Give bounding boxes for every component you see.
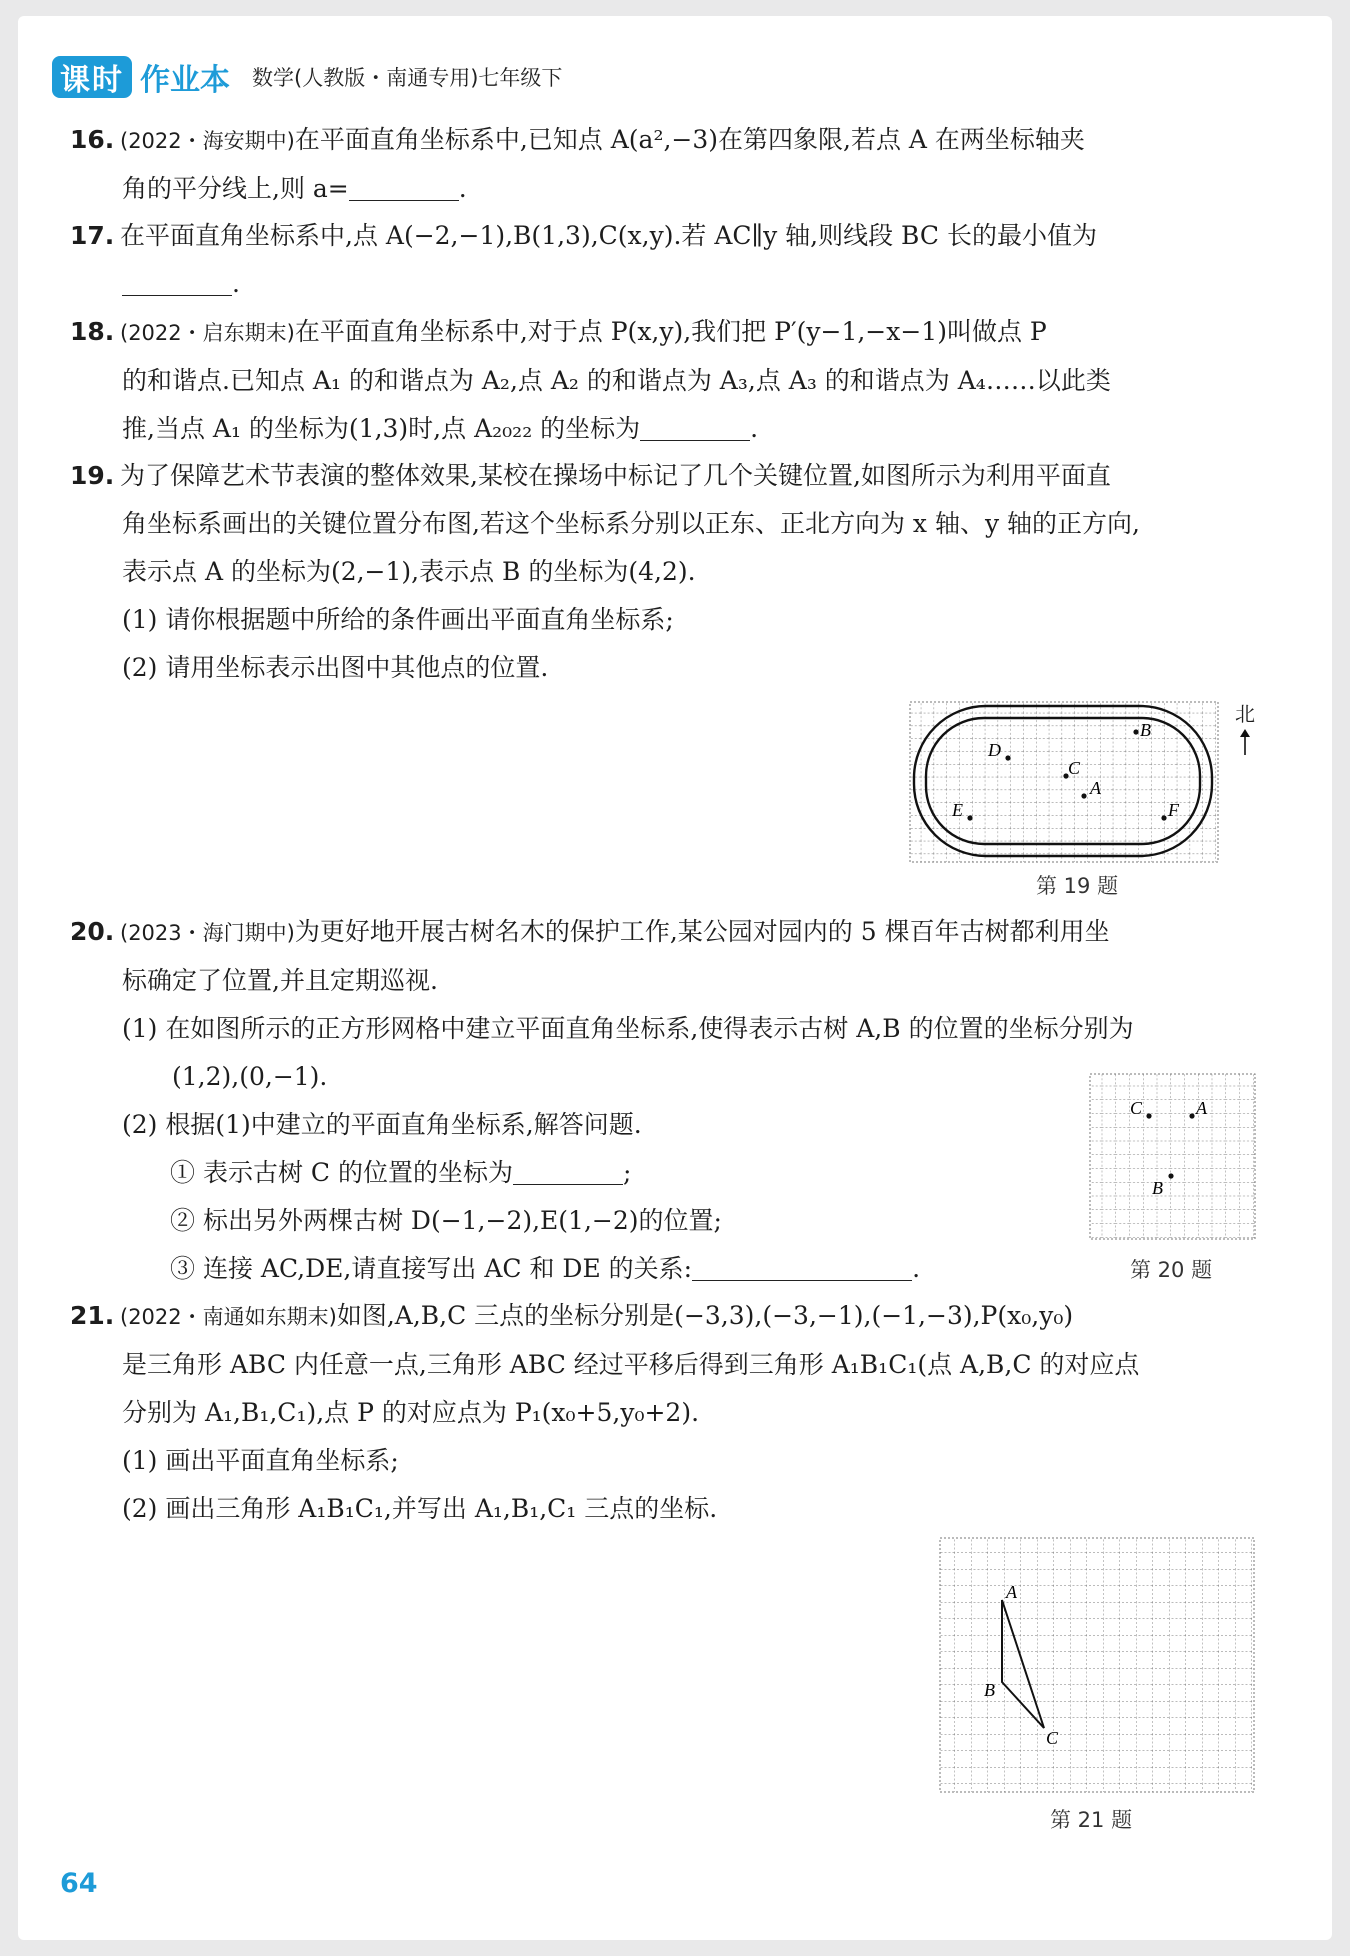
svg-text:E: E [952, 800, 963, 820]
sub-question: (2) 请用坐标表示出图中其他点的位置. [122, 653, 549, 682]
sub-item: ③ 连接 AC,DE,请直接写出 AC 和 DE 的关系: [170, 1254, 693, 1283]
figure-21-grid [938, 1536, 1258, 1796]
north-arrow-icon [1230, 727, 1260, 757]
figure-19-track-grid [908, 700, 1228, 866]
sub-question: (1) 在如图所示的正方形网格中建立平面直角坐标系,使得表示古树 A,B 的位置的坐标分别为 [122, 1014, 1134, 1043]
answer-blank[interactable] [692, 1256, 912, 1281]
svg-text:C: C [1046, 1728, 1059, 1748]
point-D [1005, 755, 1010, 760]
sub-question: (2) 根据(1)中建立的平面直角坐标系,解答问题. [122, 1110, 642, 1139]
svg-text:B: B [1152, 1178, 1163, 1198]
question-text: 推,当点 A₁ 的坐标为(1,3)时,点 A₂₀₂₂ 的坐标为 [122, 414, 641, 443]
svg-text:F: F [1168, 800, 1179, 820]
question-source: (2022・启东期末) [120, 321, 295, 345]
question-text: 角坐标系画出的关键位置分布图,若这个坐标系分别以正东、正北方向为 x 轴、y 轴的正方向, [122, 509, 1140, 538]
question-text: 分别为 A₁,B₁,C₁),点 P 的对应点为 P₁(x₀+5,y₀+2). [122, 1398, 700, 1427]
question-16: 16. (2022・海安期中)在平面直角坐标系中,已知点 A(a²,−3)在第四象限,若点 A 在两坐标轴夹 角的平分线上,则 a= . [70, 116, 1270, 213]
sub-item: ① 表示古树 C 的位置的坐标为 [170, 1158, 513, 1187]
point-B [1133, 729, 1138, 734]
svg-text:B: B [1140, 720, 1151, 740]
sub-question: (2) 画出三角形 A₁B₁C₁,并写出 A₁,B₁,C₁ 三点的坐标. [122, 1494, 718, 1523]
answer-blank[interactable] [513, 1160, 623, 1185]
question-19 [70, 452, 1270, 692]
question-text: 是三角形 ABC 内任意一点,三角形 ABC 经过平移后得到三角形 A₁B₁C₁(点 A,B,C 的对应点 [122, 1350, 1140, 1379]
question-text: 在平面直角坐标系中,点 A(−2,−1),B(1,3),C(x,y).若 AC∥y 轴,则线段 BC 长的最小值为 [120, 221, 1097, 250]
question-text: 如图,A,B,C 三点的坐标分别是(−3,3),(−3,−1),(−1,−3),P(x₀,y₀) [336, 1301, 1074, 1330]
question-text: 为更好地开展古树名木的保护工作,某公园对园内的 5 棵百年古树都利用坐 [294, 917, 1110, 946]
figure-20-caption: 第 20 题 [1130, 1258, 1213, 1282]
point-A [1081, 793, 1086, 798]
question-text: 在平面直角坐标系中,对于点 P(x,y),我们把 P′(y−1,−x−1)叫做点 P [294, 317, 1047, 346]
answer-blank[interactable] [640, 416, 750, 441]
subject-title: 数学(人教版・南通专用)七年级下 [252, 66, 563, 90]
point-A [1189, 1113, 1194, 1118]
question-source: (2023・海门期中) [120, 921, 295, 945]
question-number: 20. [70, 917, 115, 946]
question-source: (2022・海安期中) [120, 129, 295, 153]
question-18: 18. (2022・启东期末)在平面直角坐标系中,对于点 P(x,y),我们把 P′(y−1,−x−1)叫做点 P 的和谐点.已知点 A₁ 的和谐点为 A₂,点 A₂ 的和谐点为 A₃,点 A₃ 的和谐点为 A₄……以此类 推,当点 A₁ 的坐标为(1,3)时,点 A₂₀₂₂ 的坐标为 . [70, 308, 1270, 453]
question-text: 角的平分线上,则 a= [122, 174, 349, 203]
answer-blank[interactable] [122, 271, 232, 296]
question-17: 17. 在平面直角坐标系中,点 A(−2,−1),B(1,3),C(x,y).若 AC∥y 轴,则线段 BC 长的最小值为 . [70, 212, 1270, 308]
question-number: 21. [70, 1301, 115, 1330]
svg-text:D: D [988, 740, 1001, 760]
question-number: 19. [70, 461, 115, 490]
question-21 [70, 1292, 1270, 1533]
point-E [967, 815, 972, 820]
question-source: (2022・南通如东期末) [120, 1305, 337, 1329]
svg-text:A: A [1090, 778, 1101, 798]
question-text: 标确定了位置,并且定期巡视. [122, 966, 438, 995]
point-C [1146, 1113, 1151, 1118]
brand: 作业本 [140, 63, 230, 98]
question-number: 16. [70, 125, 115, 154]
svg-text:B: B [984, 1680, 995, 1700]
question-number: 18. [70, 317, 115, 346]
svg-text:C: C [1068, 758, 1081, 778]
figure-20-grid [1088, 1072, 1258, 1244]
question-text: 为了保障艺术节表演的整体效果,某校在操场中标记了几个关键位置,如图所示为利用平面直 [120, 461, 1111, 490]
figure-21-caption: 第 21 题 [1050, 1808, 1133, 1832]
point-B [1168, 1173, 1173, 1178]
answer-blank[interactable] [349, 176, 459, 201]
question-text: 的和谐点.已知点 A₁ 的和谐点为 A₂,点 A₂ 的和谐点为 A₃,点 A₃ 的和谐点为 A₄……以此类 [122, 366, 1111, 395]
page-number: 64 [60, 1868, 98, 1899]
sub-item: ② 标出另外两棵古树 D(−1,−2),E(1,−2)的位置; [170, 1206, 722, 1235]
north-indicator [1230, 698, 1260, 757]
sub-question: (1) 画出平面直角坐标系; [122, 1446, 399, 1475]
svg-text:A: A [1196, 1098, 1207, 1118]
figure-19-caption: 第 19 题 [1036, 874, 1119, 898]
svg-text:A: A [1006, 1582, 1017, 1602]
north-label: 北 [1235, 702, 1255, 726]
sub-question: (1) 请你根据题中所给的条件画出平面直角坐标系; [122, 605, 674, 634]
point-F [1161, 815, 1166, 820]
question-20: 20. (2023・海门期中)为更好地开展古树名木的保护工作,某公园对园内的 5 棵百年古树都利用坐 标确定了位置,并且定期巡视. (1) 在如图所示的正方形网格中建立平面直角坐标系,使得表示古树 A,B 的位置的坐标分别为 (1,2),(0,−1). (2) 根据(1)中建立的平面直角坐标系,解答问题. ① 表示古树 C 的位置的坐标为 ; ② 标出另外两棵古树 D(−1,−2),E(1,−2)的位置; ③ 连接 AC,DE,请直接写出 AC 和 DE 的关系: . [70, 908, 1270, 1293]
sub-question: (1,2),(0,−1). [172, 1062, 328, 1091]
header [52, 52, 562, 102]
svg-text:C: C [1130, 1098, 1143, 1118]
question-text: 表示点 A 的坐标为(2,−1),表示点 B 的坐标为(4,2). [122, 557, 696, 586]
question-number: 17. [70, 221, 115, 250]
question-text: 在平面直角坐标系中,已知点 A(a²,−3)在第四象限,若点 A 在两坐标轴夹 [294, 125, 1085, 154]
logo: 课时 [52, 56, 132, 98]
